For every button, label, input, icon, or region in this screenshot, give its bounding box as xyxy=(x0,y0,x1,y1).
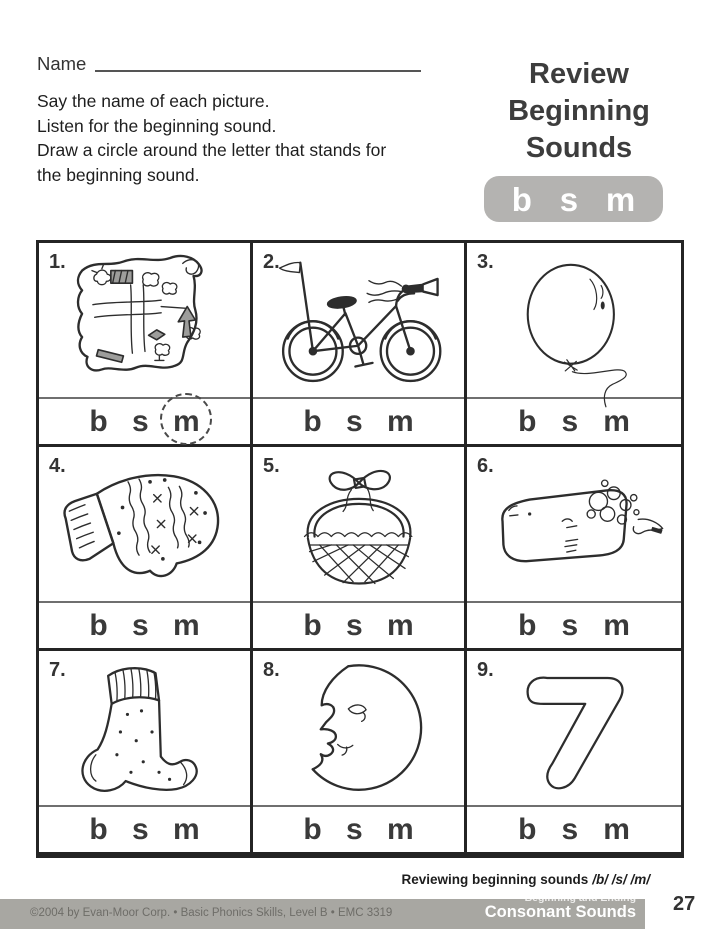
page-title xyxy=(458,56,700,167)
name-label: Name xyxy=(37,53,87,74)
letter-b[interactable]: b xyxy=(518,812,537,846)
instructions xyxy=(37,89,386,187)
badge-letter-s: s xyxy=(559,180,579,218)
sock-illustration xyxy=(39,651,250,805)
copyright-text: ©2004 by Evan-Moor Corp. • Basic Phonics Skills, Level B • EMC 3319 xyxy=(30,907,393,919)
cell-6-soap xyxy=(467,447,681,651)
answer-letters xyxy=(39,805,250,852)
badge-letter-m: m xyxy=(605,180,636,218)
cell-number: 1. xyxy=(49,251,66,273)
cell-number: 9. xyxy=(477,659,494,681)
answer-circle xyxy=(160,393,212,445)
letter-m[interactable]: m xyxy=(172,812,200,846)
instruction-line: the beginning sound. xyxy=(37,164,200,185)
letter-m[interactable]: m xyxy=(172,608,200,642)
skill-note xyxy=(401,872,650,887)
letter-s[interactable]: s xyxy=(131,404,149,438)
letter-m[interactable]: m xyxy=(603,404,630,438)
letter-m[interactable]: m xyxy=(386,812,414,846)
moon-illustration xyxy=(253,651,464,805)
title-line: Beginning xyxy=(508,95,650,127)
answer-letters xyxy=(39,601,250,648)
page-number: 27 xyxy=(673,893,696,915)
cell-number: 2. xyxy=(263,251,280,273)
letters-badge xyxy=(484,176,663,222)
cell-number: 8. xyxy=(263,659,280,681)
exercise-grid xyxy=(36,240,684,858)
letter-b[interactable]: b xyxy=(303,608,322,642)
letter-b[interactable]: b xyxy=(89,404,108,438)
footer-bar xyxy=(0,892,645,929)
cell-4-mitten xyxy=(39,447,253,651)
letter-s[interactable]: s xyxy=(561,608,579,642)
letter-s[interactable]: s xyxy=(131,812,149,846)
letter-m[interactable]: m xyxy=(603,812,630,846)
instruction-line: Draw a circle around the letter that stands for xyxy=(37,140,387,160)
answer-letters xyxy=(467,601,681,648)
mitten-illustration xyxy=(39,447,250,601)
letter-s[interactable]: s xyxy=(345,812,363,846)
answer-letters xyxy=(253,601,464,648)
letter-b[interactable]: b xyxy=(518,608,537,642)
answer-letters xyxy=(467,805,681,852)
title-line: Review xyxy=(529,58,629,90)
cell-number: 4. xyxy=(49,455,66,477)
bicycle-illustration xyxy=(253,243,464,397)
skill-phonemes: /b/ /s/ /m/ xyxy=(592,872,650,887)
answer-letters xyxy=(253,397,464,444)
letter-m[interactable]: m xyxy=(603,608,630,642)
letter-m[interactable]: m xyxy=(386,608,414,642)
seven-illustration xyxy=(467,651,681,805)
cell-8-moon xyxy=(253,651,467,855)
letter-s[interactable]: s xyxy=(345,608,363,642)
letter-b[interactable]: b xyxy=(89,608,108,642)
letter-b[interactable]: b xyxy=(303,812,322,846)
cell-number: 7. xyxy=(49,659,66,681)
badge-letter-b: b xyxy=(511,180,532,218)
name-input-line[interactable] xyxy=(95,46,421,72)
cell-3-balloon xyxy=(467,243,681,447)
cell-number: 3. xyxy=(477,251,494,273)
cell-2-bicycle xyxy=(253,243,467,447)
letter-b[interactable]: b xyxy=(303,404,322,438)
letter-s[interactable]: s xyxy=(131,608,149,642)
cell-7-sock xyxy=(39,651,253,855)
basket-illustration xyxy=(253,447,464,601)
answer-letters xyxy=(253,805,464,852)
cell-5-basket xyxy=(253,447,467,651)
letter-m[interactable]: m xyxy=(386,404,414,438)
letter-s[interactable]: s xyxy=(345,404,363,438)
instruction-line: Say the name of each picture. xyxy=(37,91,270,111)
letter-s[interactable]: s xyxy=(561,404,579,438)
skill-note-text: Reviewing beginning sounds xyxy=(401,872,589,887)
series-title xyxy=(485,893,636,921)
cell-number: 6. xyxy=(477,455,494,477)
letter-m[interactable]: m xyxy=(173,407,200,437)
title-line: Sounds xyxy=(525,132,633,164)
series-line-2: Consonant Sounds xyxy=(484,903,636,922)
instruction-line: Listen for the beginning sound. xyxy=(37,115,277,136)
cell-9-seven xyxy=(467,651,681,855)
letter-s[interactable]: s xyxy=(561,812,579,846)
map-illustration xyxy=(39,243,250,397)
series-line-1: Beginning and Ending xyxy=(524,892,636,904)
answer-letters xyxy=(39,397,250,444)
cell-1-map xyxy=(39,243,253,447)
cell-number: 5. xyxy=(263,455,280,477)
letter-b[interactable]: b xyxy=(89,812,108,846)
balloon-illustration xyxy=(467,243,681,397)
soap-illustration xyxy=(467,447,681,601)
letter-b[interactable]: b xyxy=(518,404,537,438)
